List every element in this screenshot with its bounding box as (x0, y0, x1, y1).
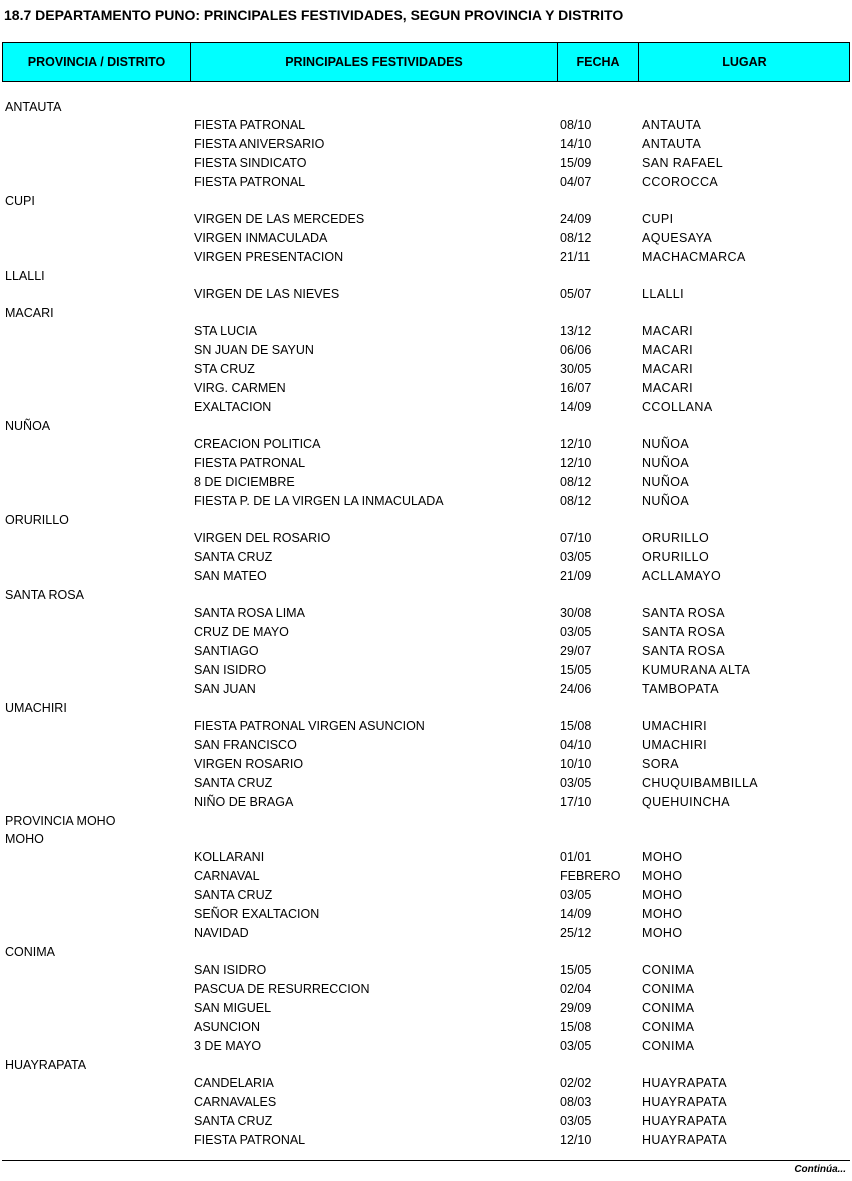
table-row (0, 322, 852, 341)
table-row (0, 623, 852, 642)
table-row (0, 1093, 852, 1112)
festividad-cell: STA LUCIA (194, 324, 257, 338)
district-name: CUPI (5, 194, 35, 208)
festividad-cell: VIRGEN INMACULADA (194, 231, 328, 245)
fecha-cell: 15/08 (560, 1020, 592, 1034)
table-row (0, 285, 852, 304)
fecha-cell: 30/08 (560, 606, 592, 620)
lugar-cell: ANTAUTA (642, 137, 702, 151)
table-row (0, 736, 852, 755)
fecha-cell: 08/12 (560, 475, 592, 489)
fecha-cell: 25/12 (560, 926, 592, 940)
table-row (0, 999, 852, 1018)
lugar-cell: CONIMA (642, 982, 695, 996)
festividad-cell: SANTA CRUZ (194, 776, 273, 790)
festividad-cell: PASCUA DE RESURRECCION (194, 982, 370, 996)
table-row (0, 905, 852, 924)
district-row (0, 98, 852, 116)
table-row (0, 492, 852, 511)
district-name: HUAYRAPATA (5, 1058, 87, 1072)
table-row (0, 1074, 852, 1093)
lugar-cell: MACARI (642, 381, 694, 395)
festividad-cell: 8 DE DICIEMBRE (194, 475, 295, 489)
fecha-cell: 24/09 (560, 212, 592, 226)
lugar-cell: MOHO (642, 850, 683, 864)
lugar-cell: LLALLI (642, 287, 685, 301)
table-row (0, 642, 852, 661)
fecha-cell: 12/10 (560, 456, 592, 470)
lugar-cell: MOHO (642, 888, 683, 902)
header-lugar: LUGAR (722, 55, 767, 69)
lugar-cell: TAMBOPATA (642, 682, 719, 696)
table-row (0, 793, 852, 812)
table-row (0, 717, 852, 736)
district-row (0, 830, 852, 848)
district-row (0, 699, 852, 717)
table-row (0, 473, 852, 492)
festividad-cell: SAN MIGUEL (194, 1001, 272, 1015)
fecha-cell: 15/05 (560, 663, 592, 677)
district-row (0, 1056, 852, 1074)
fecha-cell: 03/05 (560, 1039, 592, 1053)
fecha-cell: 14/09 (560, 907, 592, 921)
festividad-cell: SN JUAN DE SAYUN (194, 343, 314, 357)
table-row (0, 980, 852, 999)
festividad-cell: CANDELARIA (194, 1076, 274, 1090)
lugar-cell: ORURILLO (642, 550, 710, 564)
lugar-cell: NUÑOA (642, 494, 690, 508)
festividad-cell: 3 DE MAYO (194, 1039, 262, 1053)
festividad-cell: SAN FRANCISCO (194, 738, 297, 752)
table-row (0, 661, 852, 680)
district-name: UMACHIRI (5, 701, 67, 715)
fecha-cell: 03/05 (560, 888, 592, 902)
district-row (0, 304, 852, 322)
table-row (0, 755, 852, 774)
district-name: LLALLI (5, 269, 45, 283)
lugar-cell: NUÑOA (642, 437, 690, 451)
fecha-cell: 13/12 (560, 324, 592, 338)
table-row (0, 548, 852, 567)
header-provincia-distrito: PROVINCIA / DISTRITO (3, 43, 191, 81)
lugar-cell: SORA (642, 757, 680, 771)
festividad-cell: SAN ISIDRO (194, 663, 267, 677)
fecha-cell: 04/10 (560, 738, 592, 752)
table-row (0, 961, 852, 980)
fecha-cell: 02/04 (560, 982, 592, 996)
festividad-cell: SANTA ROSA LIMA (194, 606, 305, 620)
continued-note: Continúa... (794, 1164, 846, 1175)
district-name: SANTA ROSA (5, 588, 84, 602)
table-row (0, 435, 852, 454)
festividad-cell: CRUZ DE MAYO (194, 625, 289, 639)
fecha-cell: 03/05 (560, 776, 592, 790)
festividad-cell: CARNAVALES (194, 1095, 277, 1109)
table-row (0, 867, 852, 886)
festividad-cell: EXALTACION (194, 400, 272, 414)
lugar-cell: MOHO (642, 926, 683, 940)
fecha-cell: 06/06 (560, 343, 592, 357)
lugar-cell: AQUESAYA (642, 231, 713, 245)
festividad-cell: VIRG. CARMEN (194, 381, 286, 395)
fecha-cell: FEBRERO (560, 869, 621, 883)
lugar-cell: NUÑOA (642, 475, 690, 489)
festividad-cell: NAVIDAD (194, 926, 249, 940)
fecha-cell: 29/07 (560, 644, 592, 658)
table-row (0, 848, 852, 867)
lugar-cell: CONIMA (642, 963, 695, 977)
festividad-cell: VIRGEN DE LAS MERCEDES (194, 212, 365, 226)
lugar-cell: HUAYRAPATA (642, 1095, 728, 1109)
district-name: ANTAUTA (5, 100, 62, 114)
fecha-cell: 14/09 (560, 400, 592, 414)
district-row (0, 192, 852, 210)
table-header (2, 42, 850, 82)
festividad-cell: FIESTA PATRONAL (194, 175, 306, 189)
lugar-cell: KUMURANA ALTA (642, 663, 751, 677)
district-row (0, 943, 852, 961)
fecha-cell: 16/07 (560, 381, 592, 395)
table-row (0, 229, 852, 248)
district-row (0, 812, 852, 830)
fecha-cell: 15/09 (560, 156, 592, 170)
header-fecha: FECHA (558, 43, 639, 81)
festividad-cell: SEÑOR EXALTACION (194, 907, 320, 921)
table-row (0, 135, 852, 154)
lugar-cell: ORURILLO (642, 531, 710, 545)
lugar-cell: SAN RAFAEL (642, 156, 724, 170)
lugar-cell: CONIMA (642, 1039, 695, 1053)
lugar-cell: QUEHUINCHA (642, 795, 731, 809)
fecha-cell: 04/07 (560, 175, 592, 189)
festividad-cell: VIRGEN DEL ROSARIO (194, 531, 331, 545)
festividad-cell: STA CRUZ (194, 362, 255, 376)
district-row (0, 586, 852, 604)
table-row (0, 680, 852, 699)
fecha-cell: 29/09 (560, 1001, 592, 1015)
festividad-cell: FIESTA PATRONAL (194, 456, 306, 470)
lugar-cell: SANTA ROSA (642, 606, 725, 620)
fecha-cell: 15/08 (560, 719, 592, 733)
fecha-cell: 03/05 (560, 625, 592, 639)
table-row (0, 1037, 852, 1056)
lugar-cell: CONIMA (642, 1001, 695, 1015)
table-row (0, 248, 852, 267)
fecha-cell: 12/10 (560, 1133, 592, 1147)
festividad-cell: CARNAVAL (194, 869, 260, 883)
festividad-cell: FIESTA SINDICATO (194, 156, 307, 170)
district-name: CONIMA (5, 945, 55, 959)
table-row (0, 774, 852, 793)
fecha-cell: 08/03 (560, 1095, 592, 1109)
festividad-cell: VIRGEN PRESENTACION (194, 250, 344, 264)
fecha-cell: 24/06 (560, 682, 592, 696)
festividad-cell: SANTA CRUZ (194, 888, 273, 902)
fecha-cell: 30/05 (560, 362, 592, 376)
festividad-cell: FIESTA P. DE LA VIRGEN LA INMACULADA (194, 494, 444, 508)
table-row (0, 116, 852, 135)
festividad-cell: VIRGEN ROSARIO (194, 757, 304, 771)
header-principales-festividades: PRINCIPALES FESTIVIDADES (191, 43, 558, 81)
fecha-cell: 03/05 (560, 1114, 592, 1128)
festividad-cell: FIESTA ANIVERSARIO (194, 137, 325, 151)
table-row (0, 398, 852, 417)
table-body (0, 98, 852, 1150)
lugar-cell: MACARI (642, 362, 694, 376)
table-row (0, 604, 852, 623)
table-row (0, 886, 852, 905)
lugar-cell: SANTA ROSA (642, 625, 725, 639)
table-row (0, 1018, 852, 1037)
table-row (0, 924, 852, 943)
table-row (0, 154, 852, 173)
fecha-cell: 15/05 (560, 963, 592, 977)
lugar-cell: MACARI (642, 324, 694, 338)
district-row (0, 417, 852, 435)
district-name: ORURILLO (5, 513, 69, 527)
lugar-cell: MACHACMARCA (642, 250, 746, 264)
district-name: PROVINCIA MOHO (5, 814, 116, 828)
lugar-cell: CONIMA (642, 1020, 695, 1034)
fecha-cell: 05/07 (560, 287, 592, 301)
lugar-cell: ANTAUTA (642, 118, 702, 132)
festividad-cell: NIÑO DE BRAGA (194, 795, 294, 809)
festividad-cell: SAN ISIDRO (194, 963, 267, 977)
fecha-cell: 14/10 (560, 137, 592, 151)
lugar-cell: CUPI (642, 212, 674, 226)
fecha-cell: 10/10 (560, 757, 592, 771)
fecha-cell: 02/02 (560, 1076, 592, 1090)
festividad-cell: FIESTA PATRONAL VIRGEN ASUNCION (194, 719, 425, 733)
table-row (0, 1131, 852, 1150)
fecha-cell: 17/10 (560, 795, 592, 809)
festividad-cell: SANTIAGO (194, 644, 259, 658)
table-row (0, 1112, 852, 1131)
table-row (0, 379, 852, 398)
festividad-cell: SANTA CRUZ (194, 1114, 273, 1128)
festividad-cell: KOLLARANI (194, 850, 265, 864)
fecha-cell: 12/10 (560, 437, 592, 451)
festividad-cell: SANTA CRUZ (194, 550, 273, 564)
fecha-cell: 07/10 (560, 531, 592, 545)
festividad-cell: VIRGEN DE LAS NIEVES (194, 287, 340, 301)
lugar-cell: MACARI (642, 343, 694, 357)
table-row (0, 341, 852, 360)
lugar-cell: CHUQUIBAMBILLA (642, 776, 759, 790)
page-title: 18.7 DEPARTAMENTO PUNO: PRINCIPALES FESTIVIDADES, SEGUN PROVINCIA Y DISTRITO (4, 7, 624, 23)
lugar-cell: HUAYRAPATA (642, 1076, 728, 1090)
festividad-cell: SAN MATEO (194, 569, 267, 583)
festividad-cell: SAN JUAN (194, 682, 256, 696)
district-name: NUÑOA (5, 419, 51, 433)
festividad-cell: FIESTA PATRONAL (194, 1133, 306, 1147)
lugar-cell: UMACHIRI (642, 719, 708, 733)
table-row (0, 567, 852, 586)
table-row (0, 173, 852, 192)
district-name: MOHO (5, 832, 44, 846)
fecha-cell: 03/05 (560, 550, 592, 564)
table-row (0, 210, 852, 229)
lugar-cell: MOHO (642, 907, 683, 921)
lugar-cell: CCOLLANA (642, 400, 713, 414)
table-bottom-rule (2, 1160, 850, 1161)
festividad-cell: ASUNCION (194, 1020, 260, 1034)
table-row (0, 360, 852, 379)
district-row (0, 511, 852, 529)
lugar-cell: SANTA ROSA (642, 644, 725, 658)
table-row (0, 454, 852, 473)
fecha-cell: 08/12 (560, 494, 592, 508)
lugar-cell: HUAYRAPATA (642, 1133, 728, 1147)
festividad-cell: CREACION POLITICA (194, 437, 321, 451)
district-row (0, 267, 852, 285)
lugar-cell: UMACHIRI (642, 738, 708, 752)
table-row (0, 529, 852, 548)
fecha-cell: 08/12 (560, 231, 592, 245)
lugar-cell: HUAYRAPATA (642, 1114, 728, 1128)
district-name: MACARI (5, 306, 54, 320)
lugar-cell: ACLLAMAYO (642, 569, 722, 583)
fecha-cell: 21/11 (560, 250, 591, 264)
lugar-cell: CCOROCCA (642, 175, 719, 189)
lugar-cell: MOHO (642, 869, 683, 883)
lugar-cell: NUÑOA (642, 456, 690, 470)
fecha-cell: 21/09 (560, 569, 592, 583)
fecha-cell: 08/10 (560, 118, 592, 132)
fecha-cell: 01/01 (560, 850, 592, 864)
festividad-cell: FIESTA PATRONAL (194, 118, 306, 132)
